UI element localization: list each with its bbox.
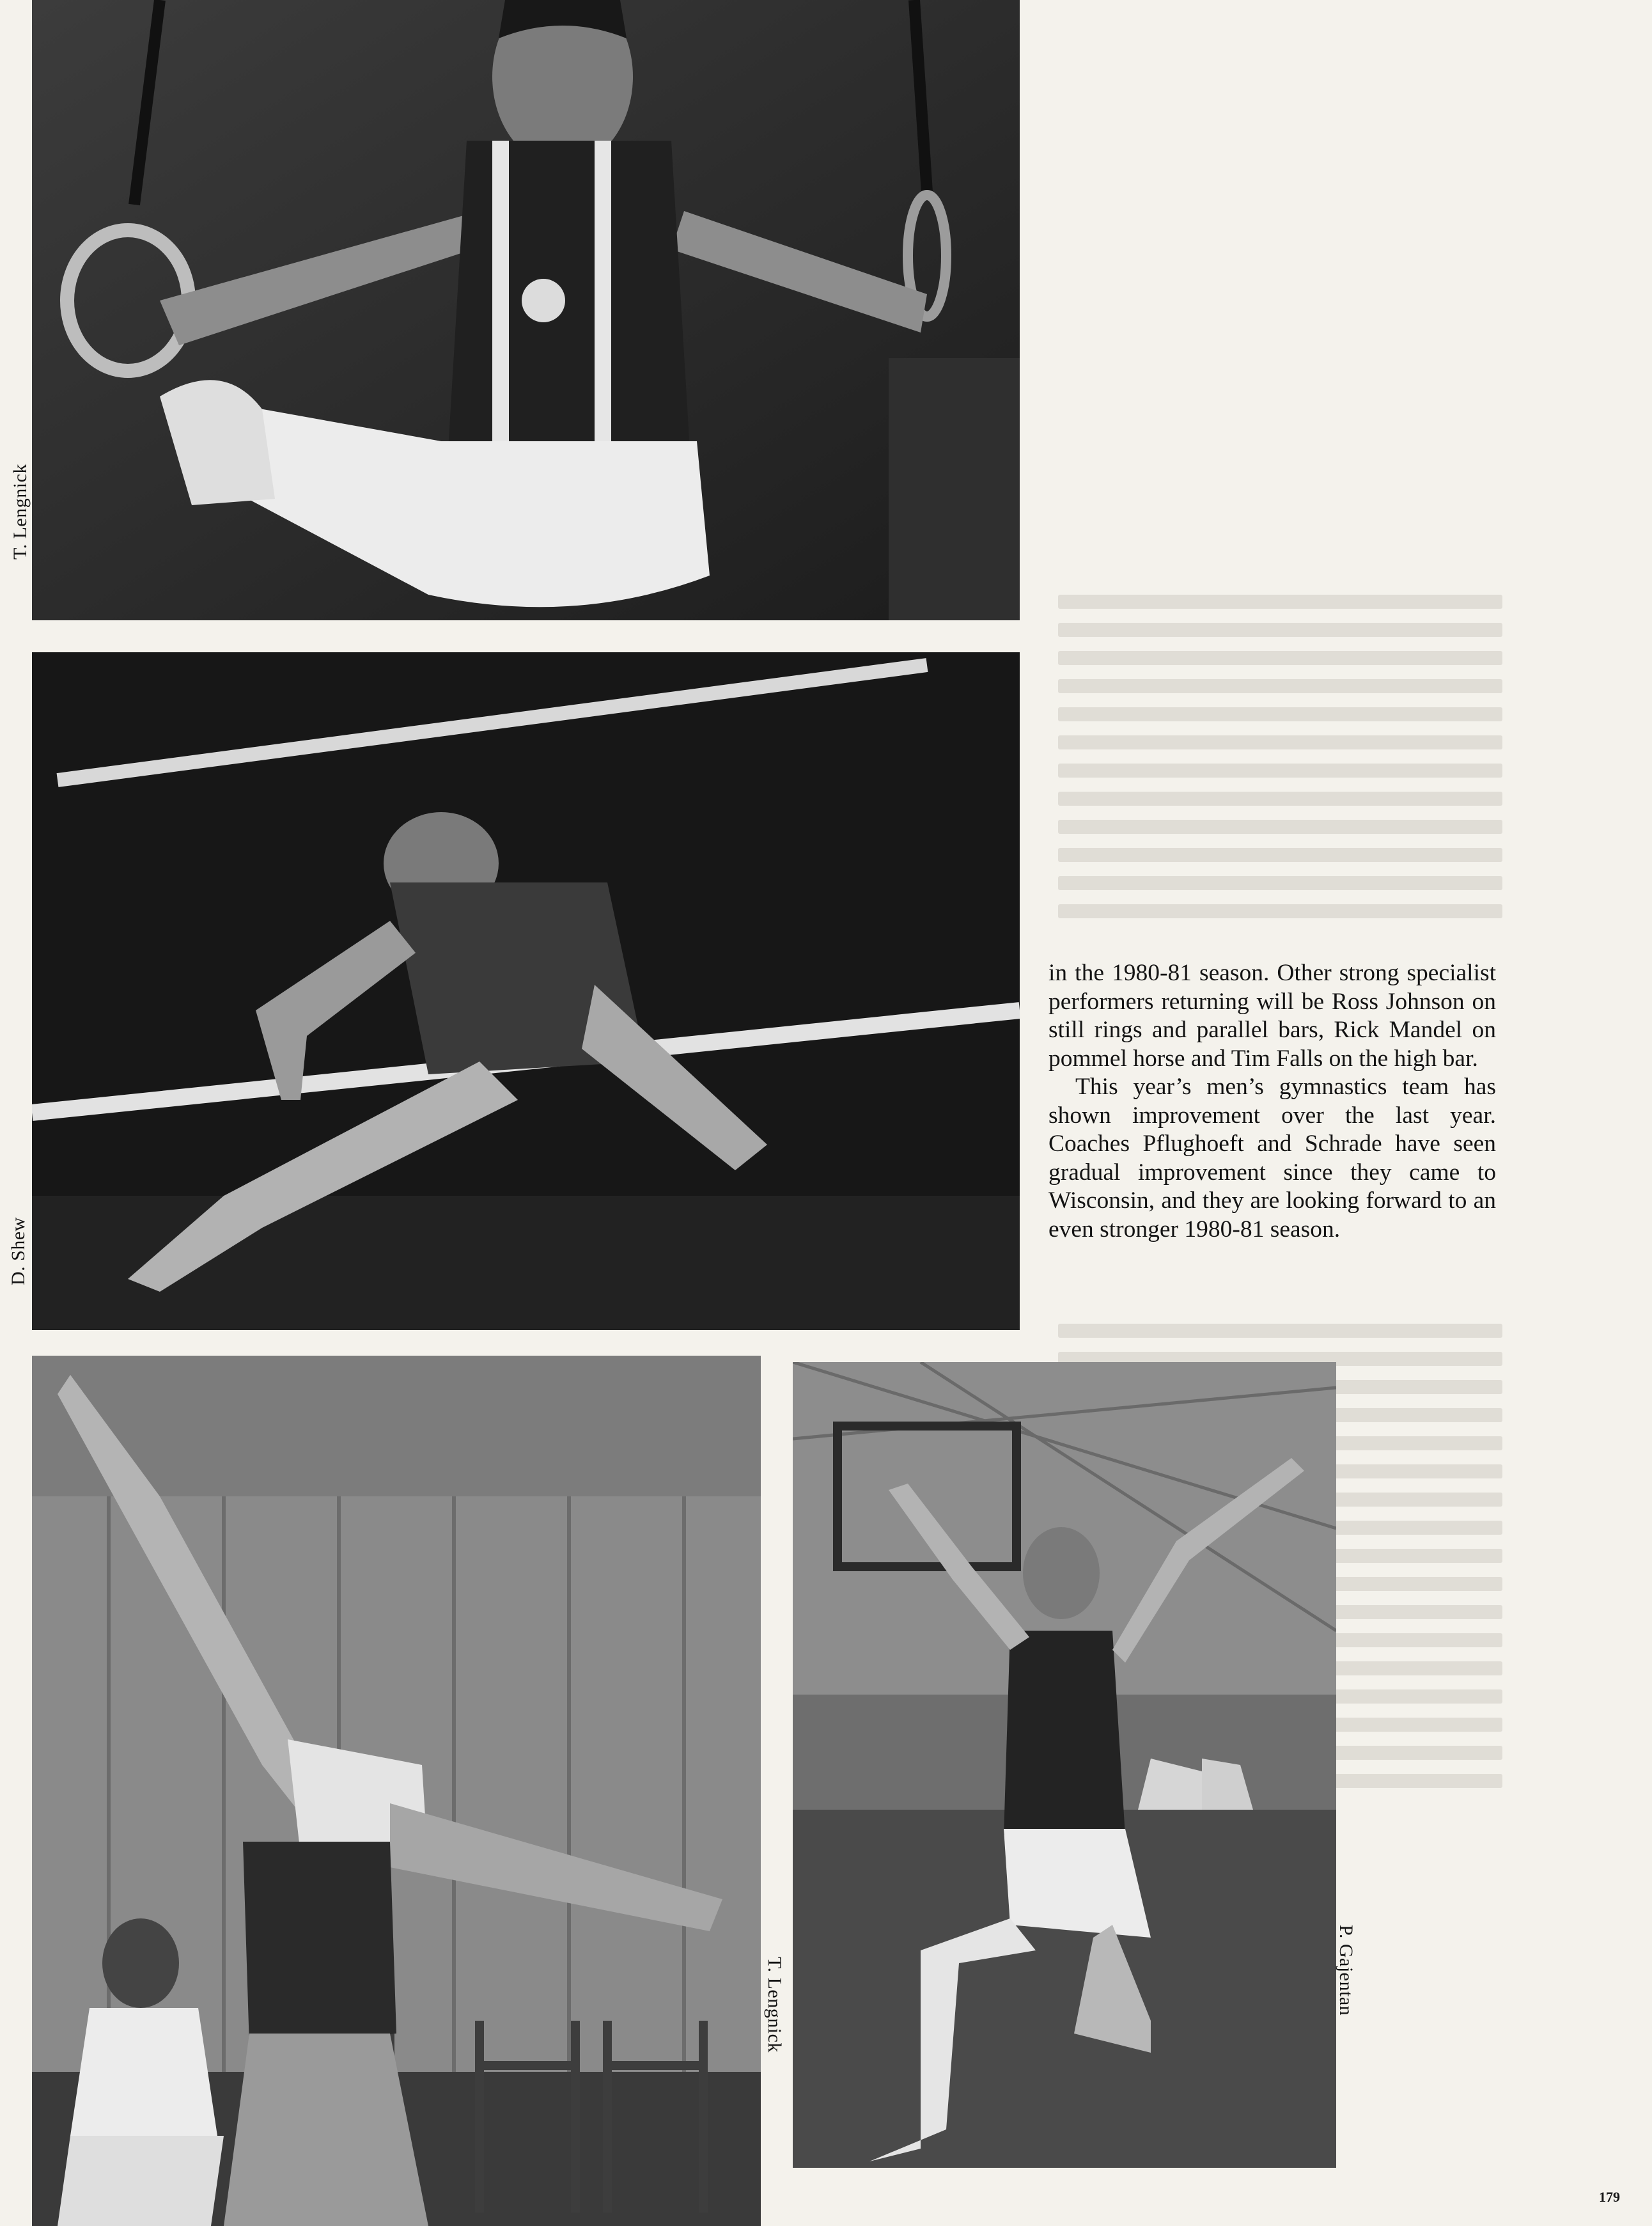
article-body bbox=[1048, 959, 1496, 1244]
photo-credit-victory-pose: P. Gajentan bbox=[1336, 1925, 1357, 2016]
photo-rings bbox=[32, 0, 1020, 620]
photo-credit-floor-exercise: T. Lengnick bbox=[764, 1957, 785, 2053]
photo-floor-exercise bbox=[32, 1356, 761, 2226]
bleed-through-text-upper bbox=[1058, 595, 1502, 932]
page-number: 179 bbox=[1599, 2189, 1620, 2205]
photo-credit-rings: T. Lengnick bbox=[10, 464, 31, 560]
photo-victory-pose bbox=[793, 1362, 1336, 2168]
photo-credit-parallel-bars: D. Shew bbox=[8, 1217, 29, 1285]
article-paragraph-2: This year’s men’s gymnastics team has shown improvement over the last year. Coaches Pflughoeft and Schrade have seen gradual improvement since they came to Wisconsin, and they are looking forward to an even stronger 1980-81 season. bbox=[1048, 1074, 1496, 1242]
photo-parallel-bars bbox=[32, 652, 1020, 1330]
article-paragraph-1: in the 1980-81 season. Other strong specialist performers returning will be Ross Johnson on still rings and parallel bars, Rick Mandel on pommel horse and Tim Falls on the high bar. bbox=[1048, 960, 1496, 1072]
